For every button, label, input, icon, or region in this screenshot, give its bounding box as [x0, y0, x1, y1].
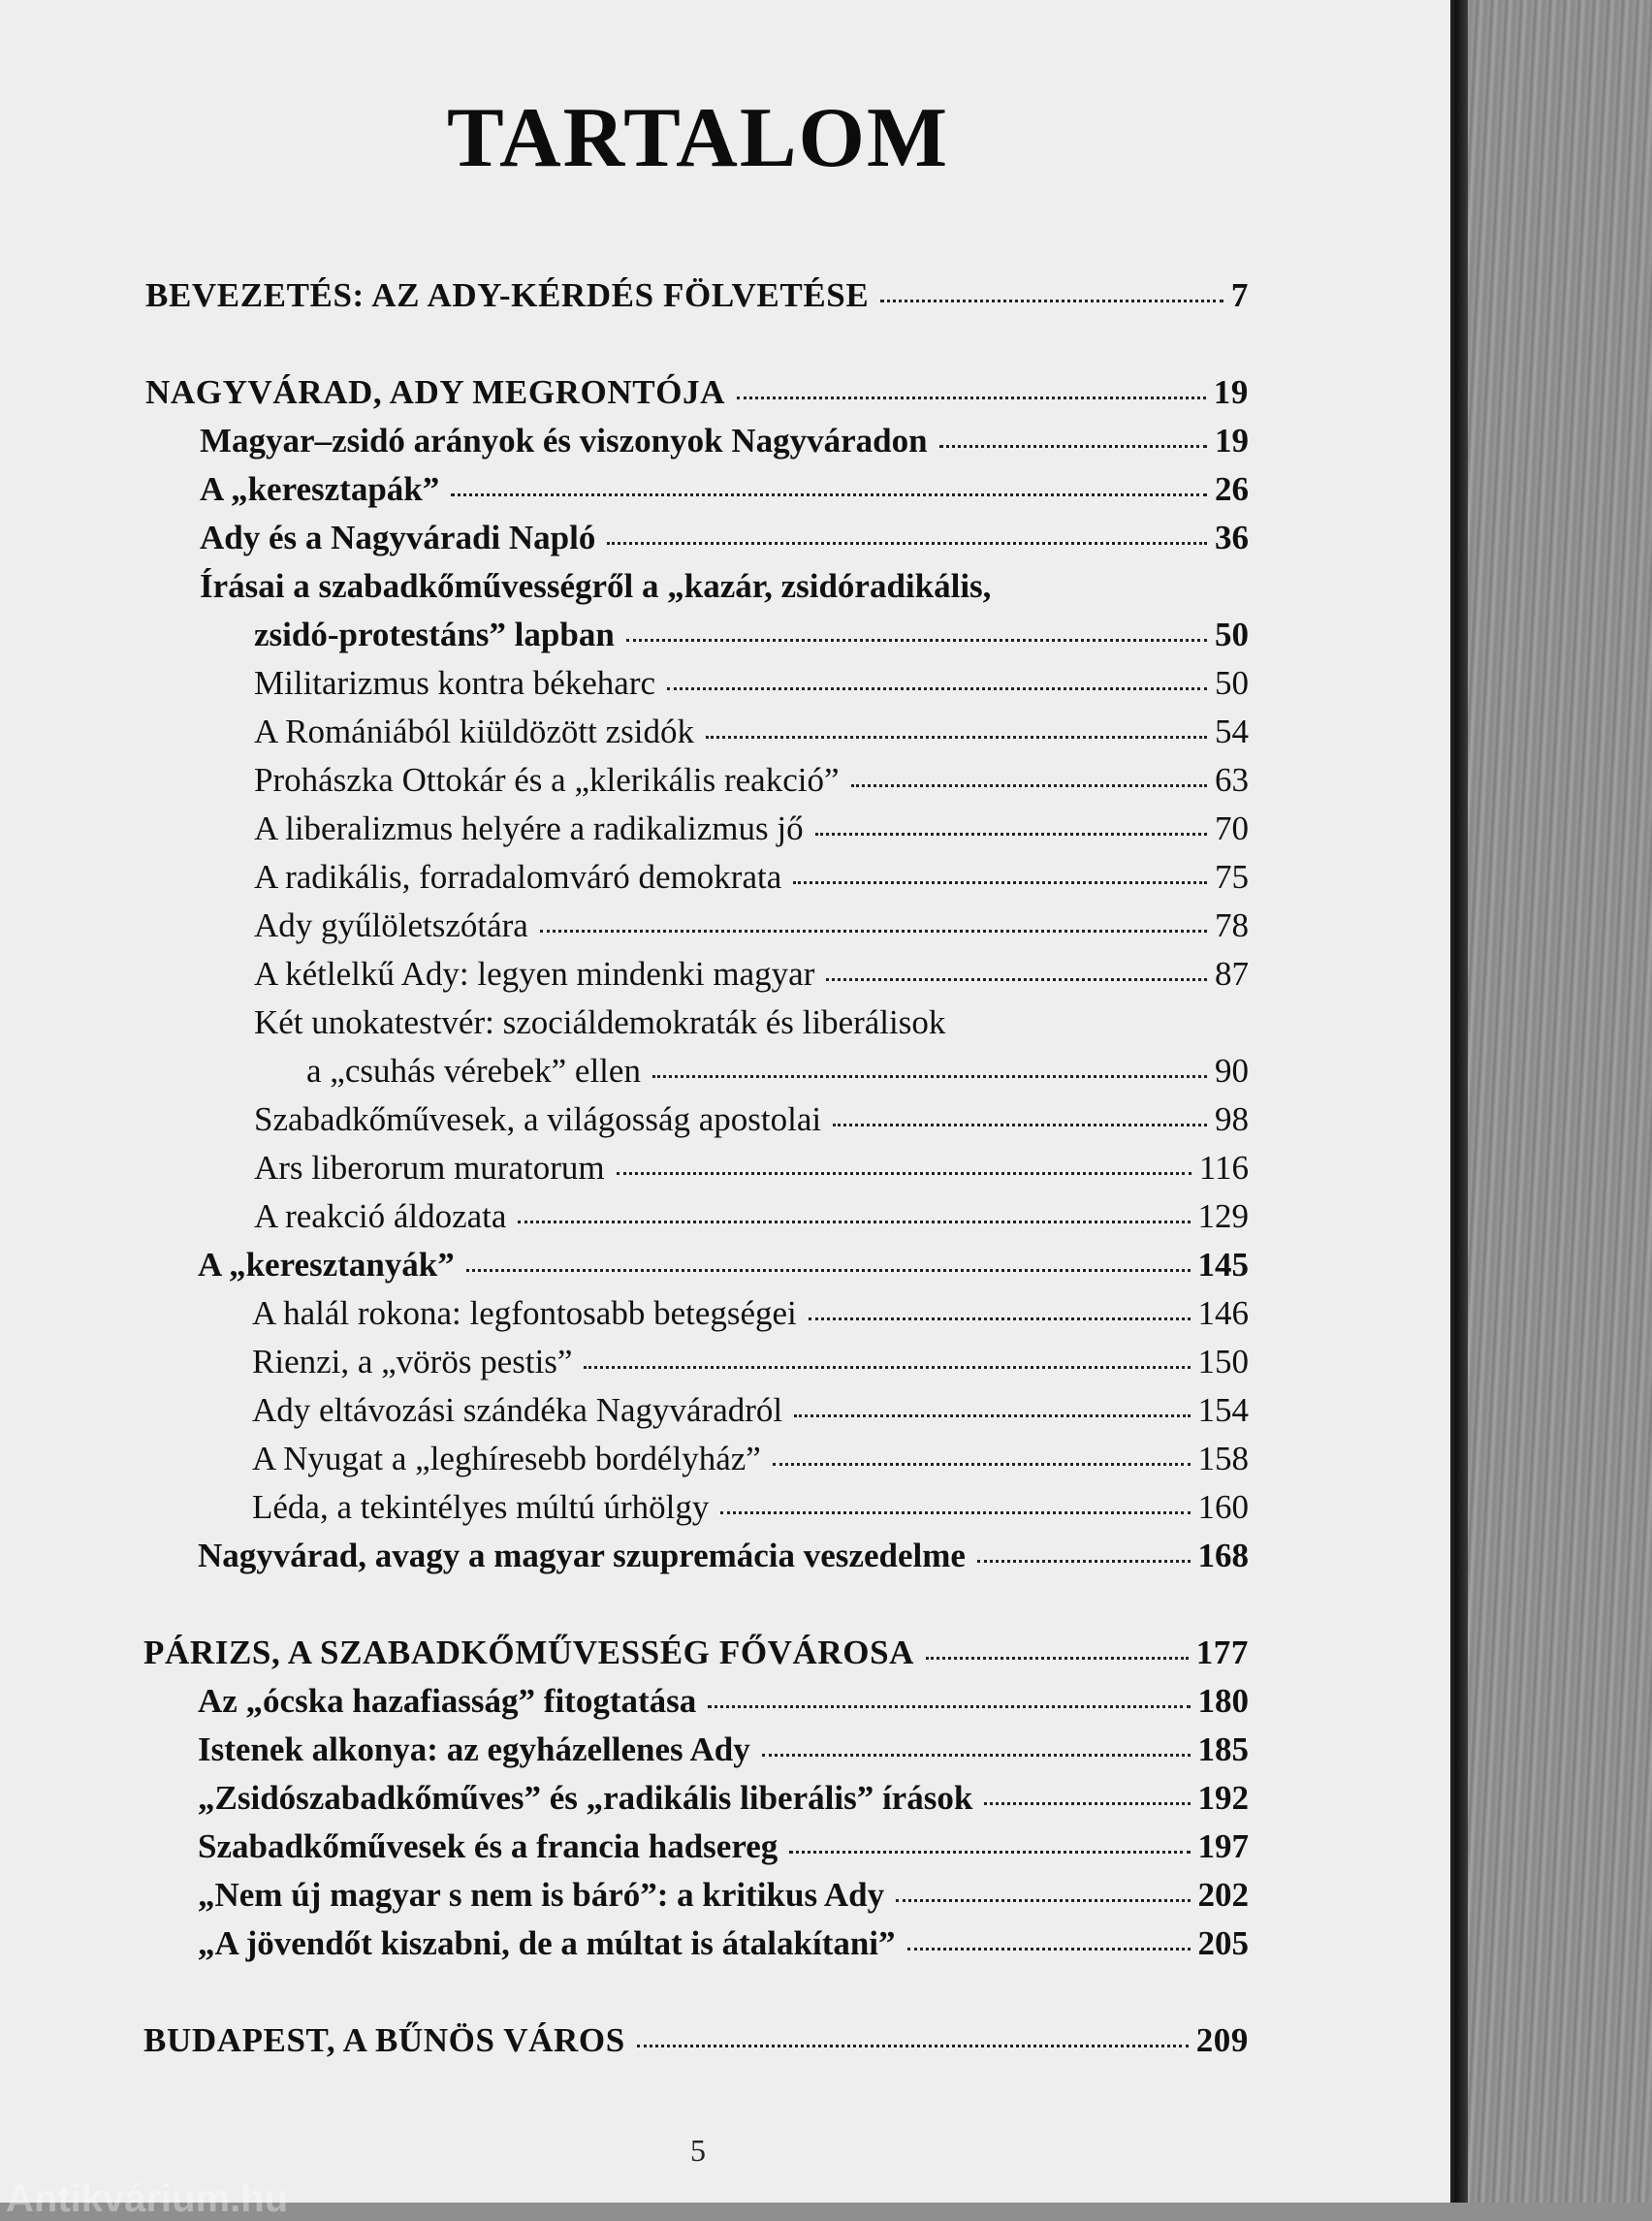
dot-leader — [939, 445, 1207, 448]
toc-label: zsidó-protestáns” lapban — [254, 616, 615, 653]
dot-leader — [851, 784, 1208, 787]
dot-leader — [833, 1124, 1207, 1126]
toc-section — [198, 1682, 1249, 1730]
toc-label: „Nem új magyar s nem is báró”: a kritikus Ady — [198, 1876, 885, 1914]
dot-leader — [518, 1221, 1190, 1223]
page-title: TARTALOM — [446, 91, 950, 185]
dot-leader — [896, 1899, 1190, 1902]
toc-page: 146 — [1197, 1294, 1249, 1332]
toc-page: 50 — [1215, 616, 1249, 653]
toc-label: Az „ócska hazafiasság” fitogtatása — [198, 1682, 697, 1720]
background-surface — [1460, 0, 1652, 2203]
toc-label: Szabadkőművesek, a világosság apostolai — [254, 1100, 822, 1138]
toc-label: A reakció áldozata — [254, 1197, 507, 1235]
toc-label: BUDAPEST, A BŰNÖS VÁROS — [143, 2021, 625, 2059]
dot-leader — [667, 687, 1207, 690]
toc-section — [198, 1924, 1249, 1973]
toc-label: Ady gyűlöletszótára — [254, 906, 528, 944]
toc-label: Rienzi, a „vörös pestis” — [252, 1343, 573, 1380]
toc-label: A Nyugat a „leghíresebb bordélyház” — [252, 1440, 761, 1477]
toc-label: Ady eltávozási szándéka Nagyváradról — [252, 1391, 783, 1429]
toc-page: 75 — [1215, 858, 1249, 896]
toc-label: Militarizmus kontra békeharc — [254, 664, 656, 702]
toc-label: a „csuhás vérebek” ellen — [306, 1052, 641, 1090]
toc-subsection — [254, 955, 1249, 1003]
dot-leader — [720, 1511, 1190, 1514]
dot-leader — [977, 1560, 1191, 1563]
dot-leader — [607, 542, 1207, 545]
dot-leader — [637, 2045, 1189, 2047]
toc-page: 50 — [1215, 664, 1249, 702]
toc-page: 202 — [1197, 1876, 1249, 1914]
toc-label: NAGYVÁRAD, ADY MEGRONTÓJA — [145, 373, 726, 411]
toc-subsection — [254, 713, 1249, 761]
toc-chapter — [145, 276, 1249, 325]
toc-page: 205 — [1197, 1924, 1249, 1962]
dot-leader — [907, 1948, 1191, 1951]
toc-label: Léda, a tekintélyes múltú úrhölgy — [252, 1488, 710, 1526]
toc-page: 150 — [1197, 1343, 1249, 1380]
toc-page: 192 — [1197, 1779, 1249, 1817]
page-number: 5 — [690, 2133, 706, 2168]
toc-chapter — [143, 1634, 1249, 1682]
toc-subsection — [252, 1294, 1249, 1343]
toc-label: A radikális, forradalomváró demokrata — [254, 858, 782, 896]
toc-page: 168 — [1197, 1537, 1249, 1574]
dot-leader — [926, 1657, 1189, 1660]
toc-page: 154 — [1197, 1391, 1249, 1429]
toc-page: 54 — [1215, 713, 1249, 750]
toc-page: 158 — [1197, 1440, 1249, 1477]
toc-section — [198, 1730, 1249, 1779]
toc-section — [198, 1537, 1249, 1585]
toc-section — [198, 1876, 1249, 1924]
toc-page: 87 — [1215, 955, 1249, 993]
dot-leader — [652, 1075, 1207, 1078]
toc-section — [198, 1246, 1249, 1294]
toc-section — [198, 1827, 1249, 1876]
toc-subsection — [306, 1052, 1249, 1100]
toc-page: 116 — [1198, 1149, 1249, 1187]
page-edge — [1448, 0, 1468, 2203]
dot-leader — [762, 1754, 1191, 1757]
toc-label: Ady és a Nagyváradi Napló — [200, 519, 596, 556]
dot-leader — [617, 1172, 1191, 1175]
toc-page: 177 — [1195, 1634, 1249, 1671]
toc-label: Magyar–zsidó arányok és viszonyok Nagyváradon — [200, 422, 928, 460]
dot-leader — [708, 1705, 1190, 1708]
toc-page: 209 — [1195, 2021, 1249, 2059]
toc-label: A „keresztanyák” — [198, 1246, 455, 1284]
toc-page: 90 — [1215, 1052, 1249, 1090]
toc-page: 160 — [1197, 1488, 1249, 1526]
toc-section — [200, 422, 1249, 470]
toc-page: 145 — [1197, 1246, 1249, 1284]
toc-page: 26 — [1215, 470, 1249, 508]
toc-label: Szabadkőművesek és a francia hadsereg — [198, 1827, 778, 1865]
dot-leader — [794, 1414, 1190, 1417]
dot-leader — [826, 978, 1207, 981]
dot-leader — [466, 1269, 1191, 1272]
dot-leader — [793, 881, 1207, 884]
toc-label: BEVEZETÉS: AZ ADY-KÉRDÉS FÖLVETÉSE — [145, 276, 870, 314]
toc-label: „Zsidószabadkőműves” és „radikális liberális” írások — [198, 1779, 973, 1817]
toc-page: 63 — [1215, 761, 1249, 799]
toc-page: 180 — [1197, 1682, 1249, 1720]
dot-leader — [737, 397, 1206, 399]
toc-label: A kétlelkű Ady: legyen mindenki magyar — [254, 955, 815, 993]
toc-page: 129 — [1197, 1197, 1249, 1235]
toc-label: A halál rokona: legfontosabb betegségei — [252, 1294, 797, 1332]
toc-subsection — [254, 1197, 1249, 1246]
toc-section — [200, 519, 1249, 567]
dot-leader — [809, 1317, 1191, 1320]
toc-page: 36 — [1215, 519, 1249, 556]
toc-page: 98 — [1215, 1100, 1249, 1138]
toc-page: 19 — [1215, 422, 1249, 460]
toc-chapter — [143, 2021, 1249, 2070]
toc-section — [254, 616, 1249, 664]
toc-subsection — [254, 809, 1249, 858]
toc-label: Istenek alkonya: az egyházellenes Ady — [198, 1730, 750, 1768]
toc-page: 185 — [1197, 1730, 1249, 1768]
toc-subsection — [252, 1440, 1249, 1488]
toc-page: 19 — [1213, 373, 1249, 411]
dot-leader — [984, 1802, 1190, 1805]
dot-leader — [773, 1463, 1191, 1466]
toc-label: Prohászka Ottokár és a „klerikális reakció” — [254, 761, 840, 799]
toc-page: 70 — [1215, 809, 1249, 847]
toc-subsection — [252, 1391, 1249, 1440]
toc-label: Nagyvárad, avagy a magyar szupremácia veszedelme — [198, 1537, 966, 1574]
toc-label: „A jövendőt kiszabni, de a múltat is átalakítani” — [198, 1924, 896, 1962]
dot-leader — [626, 639, 1207, 642]
dot-leader — [815, 833, 1207, 836]
toc-subsection — [254, 664, 1249, 713]
toc-subsection-first-line: Két unokatestvér: szociáldemokraták és liberálisok — [254, 1003, 946, 1041]
toc-subsection — [254, 761, 1249, 809]
dot-leader — [789, 1851, 1190, 1854]
dot-leader — [540, 930, 1207, 933]
dot-leader — [880, 300, 1223, 302]
toc-subsection — [254, 858, 1249, 906]
toc-section-first-line: Írásai a szabadkőművességről a „kazár, zsidóradikális, — [200, 567, 992, 605]
toc-subsection — [254, 1100, 1249, 1149]
dot-leader — [706, 736, 1207, 739]
toc-subsection — [252, 1343, 1249, 1391]
toc-page: 197 — [1197, 1827, 1249, 1865]
toc-subsection — [254, 1149, 1249, 1197]
toc-label: Ars liberorum muratorum — [254, 1149, 605, 1187]
dot-leader — [584, 1366, 1190, 1369]
toc-chapter — [145, 373, 1249, 422]
toc-label: PÁRIZS, A SZABADKŐMŰVESSÉG FŐVÁROSA — [143, 1634, 915, 1671]
watermark: Antikvárium.hu — [6, 2177, 289, 2220]
toc-subsection — [254, 906, 1249, 955]
toc-label: A Romániából kiüldözött zsidók — [254, 713, 694, 750]
toc-label: A „keresztapák” — [200, 470, 440, 508]
toc-section — [198, 1779, 1249, 1827]
dot-leader — [451, 493, 1207, 496]
toc-label: A liberalizmus helyére a radikalizmus jő — [254, 809, 804, 847]
toc-subsection — [252, 1488, 1249, 1537]
toc-page: 7 — [1230, 276, 1249, 314]
toc-page: 78 — [1215, 906, 1249, 944]
toc-section — [200, 470, 1249, 519]
